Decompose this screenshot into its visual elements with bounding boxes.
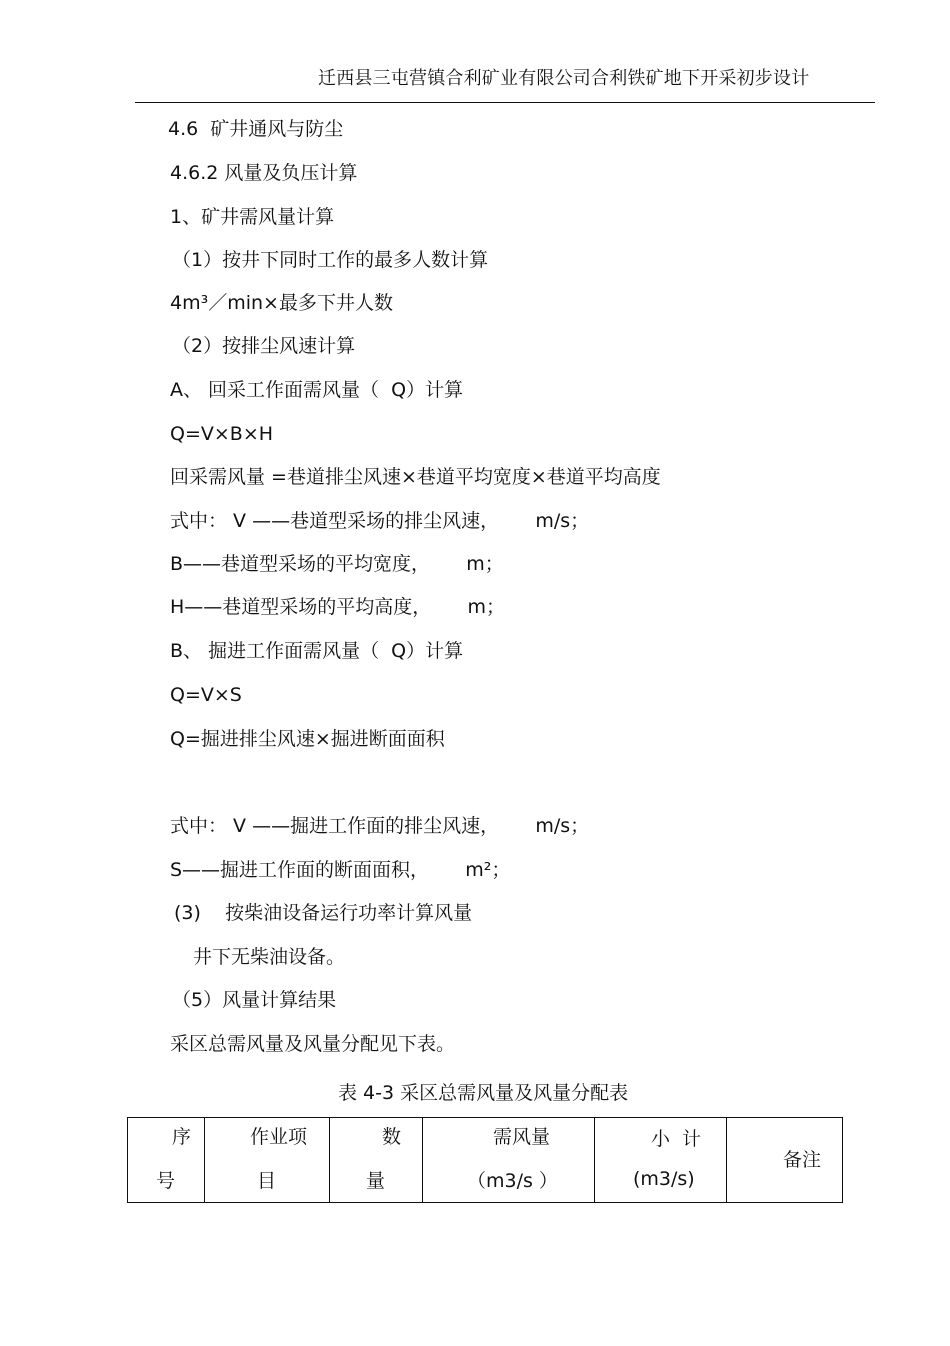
- header-divider: [135, 102, 875, 103]
- body-line: A、 回采工作面需风量（ Q）计算: [170, 379, 464, 401]
- body-line: 采区总需风量及风量分配见下表。: [170, 1033, 456, 1055]
- section-heading-4-6: 4.6 矿井通风与防尘: [168, 118, 344, 140]
- definition-line: S——掘进工作面的断面面积， m²；: [170, 859, 511, 881]
- air-volume-table: [127, 1117, 843, 1203]
- formula-line: 回采需风量 =巷道排尘风速×巷道平均宽度×巷道平均高度: [170, 466, 661, 488]
- definition-line: 式中： V ——巷道型采场的排尘风速， m/s；: [170, 510, 590, 532]
- body-line: (3) 按柴油设备运行功率计算风量: [174, 902, 473, 924]
- header-cell-index: 序 号: [128, 1118, 205, 1203]
- formula-line: Q=V×B×H: [170, 423, 274, 445]
- definition-line: H——巷道型采场的平均高度， m；: [170, 596, 506, 618]
- formula-line: Q=V×S: [170, 684, 242, 706]
- body-line: （2）按排尘风速计算: [172, 335, 356, 357]
- definition-line: 式中： V ——掘进工作面的排尘风速， m/s；: [170, 815, 590, 837]
- body-line: （5）风量计算结果: [172, 989, 337, 1011]
- formula-line: Q=掘进排尘风速×掘进断面面积: [170, 728, 445, 750]
- body-line: 井下无柴油设备。: [193, 946, 346, 968]
- header-cell-required-air: 需风量 （m3/s ）: [423, 1118, 595, 1203]
- page-header-title: 迁西县三屯营镇合利矿业有限公司合利铁矿地下开采初步设计: [318, 68, 810, 89]
- body-line: 1、矿井需风量计算: [170, 206, 335, 228]
- table-caption: 表 4-3 采区总需风量及风量分配表: [338, 1082, 629, 1104]
- header-cell-quantity: 数 量: [330, 1118, 423, 1203]
- body-line: （1）按井下同时工作的最多人数计算: [172, 249, 489, 271]
- header-cell-remarks: 备注: [727, 1118, 843, 1203]
- header-cell-work-item: 作业项 目: [205, 1118, 330, 1203]
- table-header-row: [128, 1118, 843, 1203]
- header-cell-subtotal: 小 计 (m3/s): [595, 1118, 727, 1203]
- body-line: B、 掘进工作面需风量（ Q）计算: [170, 640, 464, 662]
- definition-line: B——巷道型采场的平均宽度， m；: [170, 553, 504, 575]
- subsection-heading-4-6-2: 4.6.2 风量及负压计算: [170, 162, 358, 184]
- formula-line: 4m³／min×最多下井人数: [170, 292, 393, 314]
